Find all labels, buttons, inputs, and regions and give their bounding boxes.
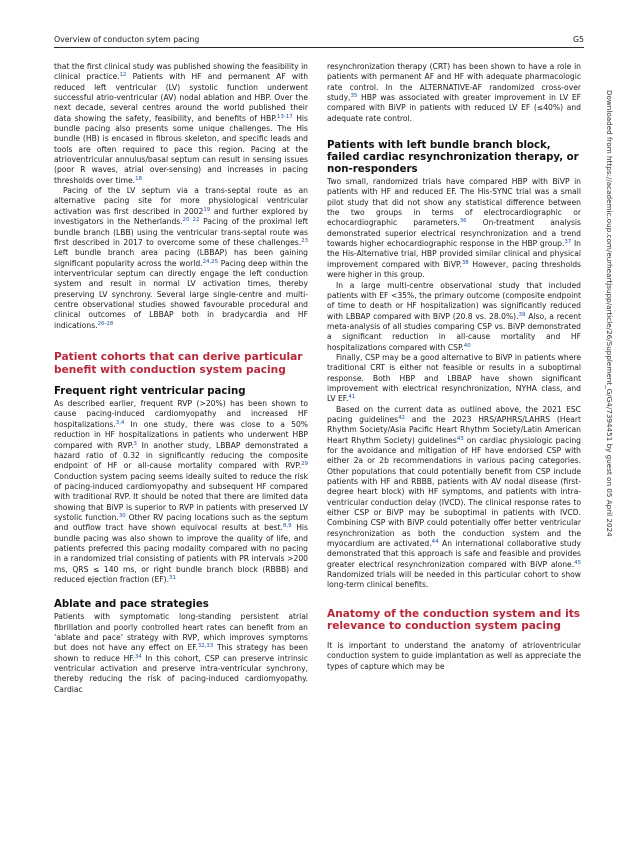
text-run: and the 2023 HRS/APHRS/LAHRS (Heart Rhythm Society/Asia Pacific Heart Rhythm Society/Latin American Heart Rhythm Society) guidelines [327, 414, 582, 445]
citation-ref[interactable]: 30 [118, 512, 126, 519]
citation-ref[interactable]: 31 [169, 574, 176, 581]
text-run: Randomized trials will be needed in this particular cohort to show long-term clinical benefits. [327, 570, 581, 590]
running-header [54, 20, 584, 48]
paragraph [54, 186, 308, 331]
text-run: As described earlier, frequent RVP (>20%) has been shown to cause pacing-induced cardiomyopathy and increased HF hospitalizations. [54, 399, 308, 429]
text-run: However, pacing thresholds were higher in this group. [327, 259, 581, 280]
paragraph [54, 399, 308, 585]
citation-ref[interactable]: 29 [301, 461, 308, 468]
text-run: that the first clinical study was published showing the feasibility in clinical practice. [54, 62, 308, 82]
citation-ref[interactable]: 38 [461, 259, 469, 266]
citation-ref[interactable]: 19 [203, 206, 211, 213]
citation-ref[interactable]: 45 [574, 559, 581, 566]
text-run: Other RV pacing locations such as the septum and outflow tract have shown equivocal results at best. [54, 512, 308, 533]
text-run: This strategy has been shown to reduce HF. [54, 643, 308, 663]
citation-ref[interactable]: 20 22 [182, 217, 200, 224]
text-run: In another study, LBBAP demonstrated a hazard ratio of 0.32 in significantly reducing the composite endpoint of HF or all-cause mortality compared with RVP. [54, 440, 309, 471]
paragraph [327, 62, 581, 124]
paragraph [327, 177, 581, 280]
text-run: Patients with symptomatic long-standing persistent atrial fibrillation and poorly controlled heart rates can benefit from an ‘ablate and pace’ strategy with RVP, which improves symptoms but does not have any effect on EF. [54, 612, 308, 653]
paragraph [54, 62, 308, 186]
text-run: His bundle pacing also presents some unique challenges. The His bundle (HB) is encased in fibrous skeleton, and specific leads and tools are often required to pace this region. Pacing at the atrioventricular annulus/basal septum can result in sensing issues (poor R waves, atrial over-sensing) and increases in pacing thresholds over time. [54, 113, 308, 185]
page-number: G5 [572, 35, 584, 44]
citation-ref[interactable]: 34 [134, 653, 142, 660]
left-column [54, 62, 308, 695]
text-run: In the His-Alternative trial, HBP provided similar clinical and physical improvement compared with BiVP. [327, 239, 581, 269]
running-title: Overview of conducton sytem pacing [54, 35, 200, 44]
citation-ref[interactable]: 13-17 [277, 113, 293, 120]
citation-ref[interactable]: 42 [398, 414, 405, 421]
right-column [327, 62, 581, 672]
paragraph [327, 641, 581, 672]
text-run: Also, a recent meta-analysis of all studies comparing CSP vs. BiVP demonstrated a significant reduction in all-cause mortality and HF hospitalizations compared with CSP. [327, 311, 581, 352]
text-run: An international collaborative study demonstrated that this approach is safe and feasible and provides greater electrical resynchronization compared with BiVP alone. [327, 539, 581, 569]
section-heading: Anatomy of the conduction system and its relevance to conduction system pacing [327, 607, 581, 633]
citation-ref[interactable]: 37 [564, 239, 572, 246]
section-heading: Patient cohorts that can derive particular benefit with conduction system pacing [54, 350, 303, 376]
text-run: Conduction system pacing seems ideally suited to reduce the risk of pacing-induced cardiomyopathy and subsequent HF compared with traditional RVP. It should be noted that there are limited data showing that BiVP is superior to RVP in patients with preserved LV systolic function. [54, 471, 308, 522]
subsection-heading: Patients with left bundle branch block, failed cardiac resynchronization therapy, or non-responders [327, 140, 579, 176]
text-run: On-treatment analysis demonstrated superior electrical resynchronization and a trend towards higher echocardiographic response in the HBP group. [327, 218, 581, 249]
citation-ref[interactable]: 44 [431, 539, 439, 546]
text-run: Left bundle branch area pacing (LBBAP) has been gaining significant popularity across the world. [54, 248, 308, 268]
citation-ref[interactable]: 12 [119, 72, 127, 79]
citation-ref[interactable]: 35 [350, 93, 358, 100]
subsection-heading: Frequent right ventricular pacing [54, 386, 246, 398]
text-run: Two small, randomized trials have compared HBP with BiVP in patients with HF and reduced EF. The His-SYNC trial was a small pilot study that did not show any statistical difference between the two groups in terms of electrocardiographic or echocardiographic parameters. [327, 177, 581, 228]
citation-ref[interactable]: 26-28 [97, 320, 114, 327]
citation-ref[interactable]: 3,4 [115, 419, 125, 426]
citation-ref[interactable]: 41 [348, 394, 356, 401]
text-run: Based on the current data as outlined above, the 2021 ESC pacing guidelines [327, 404, 581, 424]
citation-ref[interactable]: 43 [456, 435, 464, 442]
paragraph [327, 405, 581, 591]
citation-ref[interactable]: 39 [518, 311, 526, 318]
citation-ref[interactable]: 32,33 [197, 643, 214, 650]
text-run: Patients with HF and permanent AF with reduced left ventricular (LV) systolic function underwent successful atrio-ventricular (AV) nodal ablation and HBP. Over the next decade, several centres around the world published their data showing the safety, feasibility, and benefits of HBP. [54, 72, 309, 123]
paragraph [327, 353, 581, 405]
subsection-heading: Ablate and pace strategies [54, 599, 209, 611]
citation-ref[interactable]: 36 [459, 218, 467, 225]
citation-ref[interactable]: 18 [135, 175, 142, 182]
text-run: It is important to understand the anatomy of atrioventricular conduction system to guide implantation as well as appreciate the types of capture which may be [327, 641, 581, 671]
text-run: on cardiac physiologic pacing for the avoidance and mitigation of HF have endorsed CSP with either 2a or 2b recommendations in various pacing categories. Other populations that could potentially benefit from CSP include patients with HF and RBBB, patients with AV nodal disease (first-degree heart block) with HF symptoms, and patients with intra-ventricular conduction delay (IVCD). The clinical response rates to either CSP or BiVP may be suboptimal in patients with IVCD. Combining CSP with BiVP could potentially offer better ventricular resynchronization as both the conduction system and the myocardium are activated. [327, 435, 581, 549]
text-run: and further explored by investigators in the Netherlands. [54, 206, 308, 227]
text-run: HBP was associated with greater improvement in LV EF compared with BiVP in patients with reduced LV EF (≤40%) and adequate rate control. [327, 93, 581, 123]
text-run: Pacing of the proximal left bundle branch (LBB) using the ventricular trans-septal route was first described in 2017 to overcome some of these challenges. [54, 217, 308, 247]
text-run: resynchronization therapy (CRT) has been shown to have a role in patients with permanent AF and HF with adequate pharmacologic rate control. In the ALTERNATIVE-AF randomized cross-over study, [327, 62, 581, 103]
watermark-text: Downloaded from https://academic.oup.com/eurheartjsupp/article/26/Supplement_G/G4/7394451 by guest on 05 April 2024 [605, 90, 614, 537]
text-run: In one study, there was close to a 50% reduction in HF hospitalizations in patients who underwent HBP compared with RVP. [54, 419, 308, 450]
citation-ref[interactable]: 3 [133, 440, 137, 447]
download-watermark [605, 90, 626, 790]
text-run: Pacing deep within the interventricular septum can directly engage the left conduction system and result in normal LV activation times, thereby preserving LV synchrony. Several large single-centre and multi-centre observational studies showed favourable procedural and clinical outcomes of LBBAP both in bradycardia and HF indications. [54, 258, 308, 330]
citation-ref[interactable]: 40 [463, 342, 471, 349]
citation-ref[interactable]: 8,9 [282, 523, 292, 530]
text-run: In a large multi-centre observational study that included patients with EF <35%, the primary outcome (composite endpoint of time to death or HF hospitalization) was significantly reduced with LBBAP compared with BiVP (20.8 vs. 28.0%). [327, 280, 581, 321]
paragraph [327, 281, 581, 353]
text-run: Finally, CSP may be a good alternative to BiVP in patients where traditional CRT is either not feasible or results in a suboptimal response. Both HBP and LBBAP have shown significant improvement with electrical resynchronization, NYHA class, and LV EF. [327, 352, 581, 404]
text-run: In this cohort, CSP can preserve intrinsic ventricular activation and preserve intra-ventricular synchrony, thereby reducing the risk of pacing-induced cardiomyopathy. Cardiac [54, 653, 308, 694]
text-run: Pacing of the LV septum via a trans-septal route as an alternative pacing site for more physiological ventricular activation was first described in 2002 [54, 186, 308, 216]
paragraph [54, 612, 308, 695]
citation-ref[interactable]: 24,25 [202, 258, 219, 265]
text-run: His bundle pacing was also shown to improve the quality of life, and patients preferred this pacing modality compared with no pacing in a randomized trial consisting of patients with PR intervals >200 ms, QRS ≤ 140 ms, or right bundle branch block (RBBB) and reduced ejection fraction (EF). [54, 523, 308, 584]
citation-ref[interactable]: 23 [301, 237, 308, 244]
